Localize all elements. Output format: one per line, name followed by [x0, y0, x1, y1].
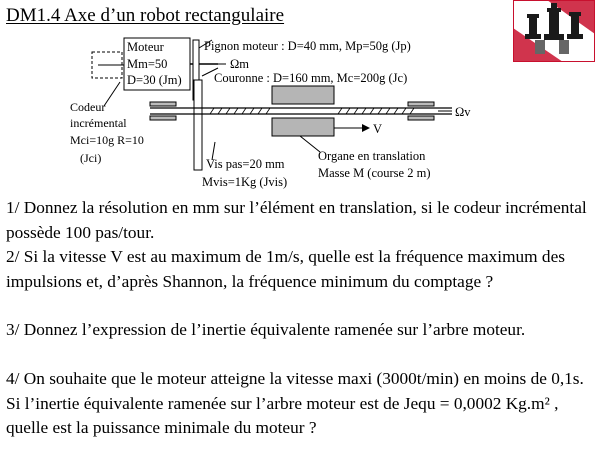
encoder-label-line2: incrémental	[70, 116, 127, 130]
crown-label: Couronne : D=160 mm, Mc=200g (Jc)	[214, 71, 408, 85]
screw-label-line1: Vis pas=20 mm	[206, 157, 285, 171]
screw-label-line2: Mvis=1Kg (Jvis)	[202, 175, 288, 189]
encoder-label-line4: (Jci)	[80, 151, 102, 165]
question-3: 3/ Donnez l’expression de l’inertie équivalente ramenée sur l’arbre moteur.	[6, 320, 526, 339]
translation-organ	[272, 86, 334, 104]
omega-m-label: Ωm	[230, 57, 250, 71]
organ-label-line2: Masse M (course 2 m)	[318, 166, 431, 180]
question-1: 1/ Donnez la résolution en mm sur l’élément en translation, si le codeur incrémental possède 100 pas/tour.	[6, 198, 587, 242]
omega-v-label: Ωv	[455, 105, 471, 119]
page-title: DM1.4 Axe d’un robot rectangulaire	[6, 5, 285, 26]
question-2: 2/ Si la vitesse V est au maximum de 1m/s, quelle est la fréquence maximum des impulsions et, d’après Shannon, la fréquence minimum du comptage ?	[6, 247, 565, 291]
motor-mass-label: Mm=50	[127, 57, 168, 71]
motor-diameter-label: D=30 (Jm)	[127, 73, 182, 87]
mechanism-diagram	[0, 30, 520, 200]
organ-label-line1: Organe en translation	[318, 149, 426, 163]
encoder-label-line3: Mci=10g R=10	[70, 133, 144, 147]
v-label: V	[373, 122, 383, 136]
crown-gear	[194, 80, 202, 170]
motor-label: Moteur	[127, 40, 164, 54]
chess-pieces-icon	[513, 0, 595, 62]
question-4: 4/ On souhaite que le moteur atteigne la vitesse maxi (3000t/min) en moins de 0,1s. Si l’inertie équivalente ramenée sur l’arbre moteur est de Jequ = 0,0002 Kg.m² , quelle est la puissance minimale du moteur ?	[6, 369, 584, 437]
encoder-label-line1: Codeur	[70, 100, 106, 114]
pinion-label: Pignon moteur : D=40 mm, Mp=50g (Jp)	[204, 39, 411, 53]
